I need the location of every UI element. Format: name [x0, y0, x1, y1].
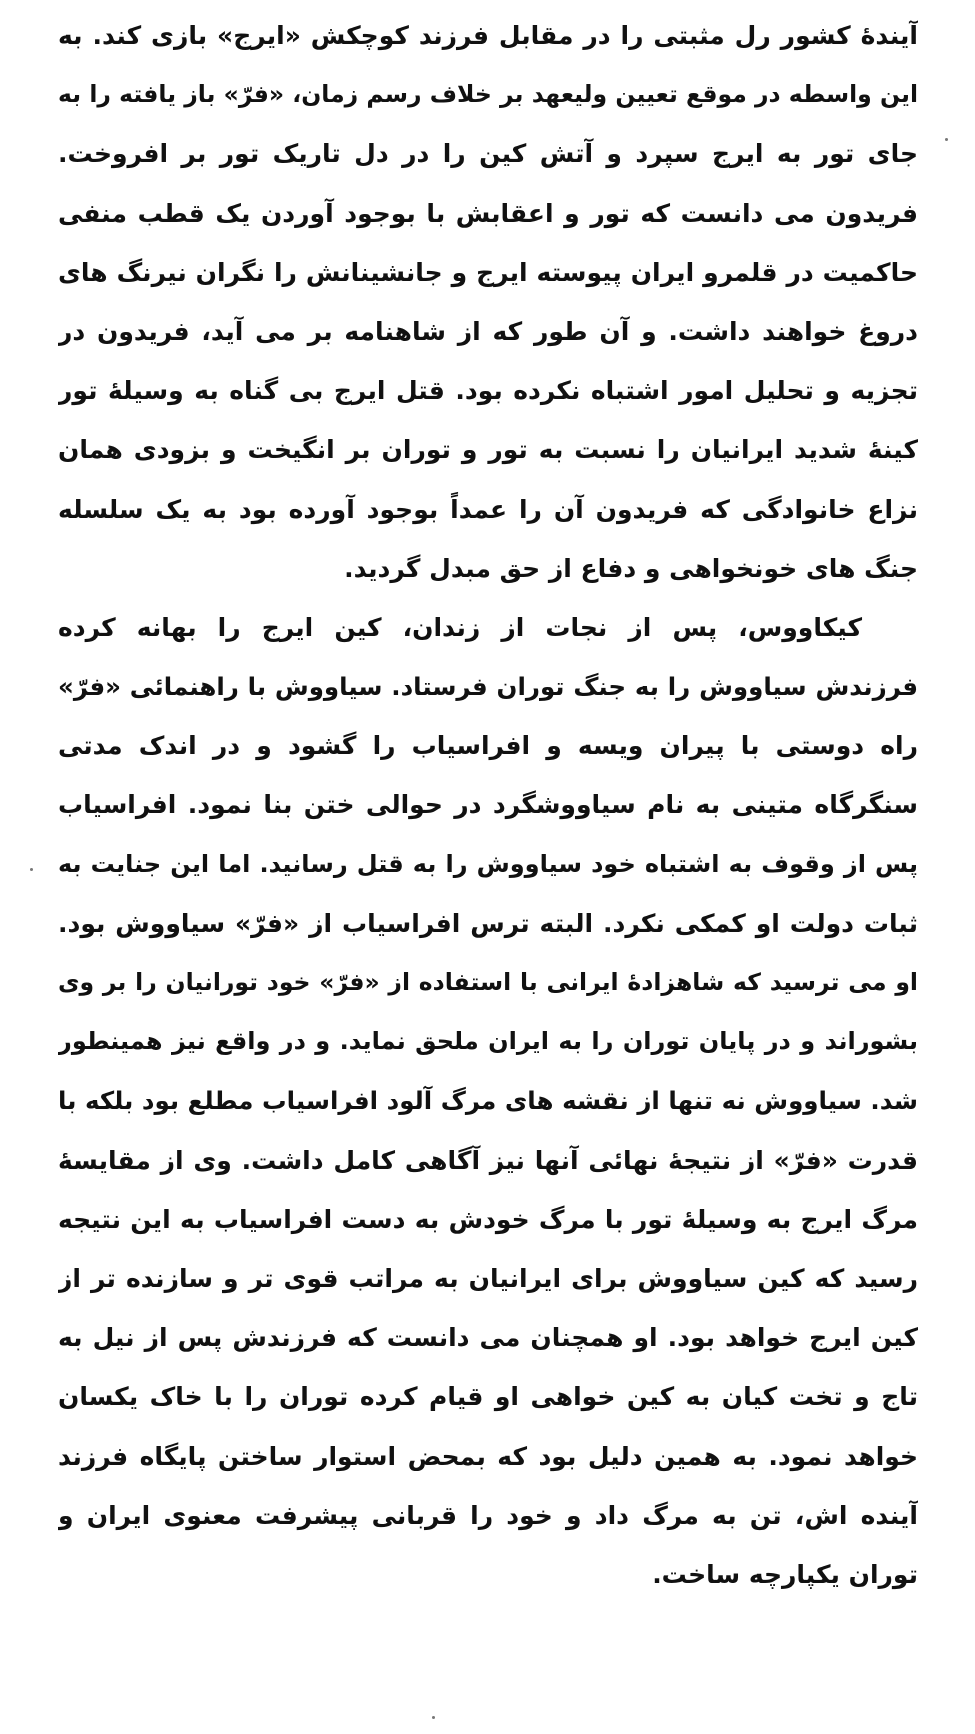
text-line: نزاع خانوادگی که فریدون آن را عمداً بوجود آورده بود به یک سلسله	[58, 494, 918, 524]
text-line: جنگ های خونخواهی و دفاع از حق مبدل گردید.	[344, 553, 918, 583]
text-line: رسید که کین سیاووش برای ایرانیان به مراتب قوی تر و سازنده تر از	[58, 1263, 918, 1293]
text-line: او می ترسید که شاهزادهٔ ایرانی با استفاده از «فرّ» خود تورانیان را بر وی	[58, 968, 918, 996]
text-line: جای تور به ایرج سپرد و آتش کین را در دل تاریک تور بر افروخت.	[58, 139, 918, 169]
text-line: این واسطه در موقع تعیین ولیعهد بر خلاف رسم زمان، «فرّ» باز یافته را به	[58, 80, 918, 109]
text-line: فرزندش سیاووش را به جنگ توران فرستاد. سیاووش با راهنمائی «فرّ»	[58, 672, 918, 702]
text-line: آیندهٔ کشور رل مثبتی را در مقابل فرزند کوچکش «ایرج» بازی کند. به	[58, 21, 918, 50]
text-line: توران یکپارچه ساخت.	[652, 1559, 918, 1589]
text-line: خواهد نمود. به همین دلیل بود که بمحض استوار ساختن پایگاه فرزند	[58, 1441, 918, 1471]
text-line: کینهٔ شدید ایرانیان را نسبت به تور و توران بر انگیخت و بزودی همان	[58, 435, 918, 465]
text-line: تجزیه و تحلیل امور اشتباه نکرده بود. قتل ایرج بی گناه به وسیلهٔ تور	[58, 376, 918, 406]
text-line: کیکاووس، پس از نجات از زندان، کین ایرج را بهانه کرده	[58, 612, 862, 642]
text-line: مرگ ایرج به وسیلهٔ تور با مرگ خودش به دست افراسیاب به این نتیجه	[58, 1204, 918, 1234]
text-line: بشوراند و در پایان توران را به ایران ملحق نماید. و در واقع نیز همینطور	[58, 1027, 918, 1056]
text-line: دروغ خواهند داشت. و آن طور که از شاهنامه بر می آید، فریدون در	[58, 316, 918, 346]
text-line: تاج و تخت کیان به کین خواهی او قیام کرده توران را با خاک یکسان	[58, 1382, 918, 1412]
text-line: شد. سیاووش نه تنها از نقشه های مرگ آلود افراسیاب مطلع بود بلکه با	[58, 1086, 918, 1116]
text-line: فریدون می دانست که تور و اعقابش با بوجود آوردن یک قطب منفی	[58, 198, 918, 228]
text-line: راه دوستی با پیران ویسه و افراسیاب را گشود و در اندک مدتی	[58, 731, 918, 761]
scan-speck	[30, 868, 33, 871]
text-line: آینده اش، تن به مرگ داد و خود را قربانی پیشرفت معنوی ایران و	[58, 1500, 918, 1530]
body-text	[58, 6, 918, 1604]
scan-speck	[432, 1716, 435, 1719]
scan-speck	[945, 138, 948, 141]
text-line: ثبات دولت او کمکی نکرد. البته ترس افراسیاب از «فرّ» سیاووش بود.	[58, 908, 918, 938]
text-line: قدرت «فرّ» از نتیجهٔ نهائی آنها نیز آگاهی کامل داشت. وی از مقایسهٔ	[58, 1145, 918, 1175]
text-line: کین ایرج خواهد بود. او همچنان می دانست که فرزندش پس از نیل به	[58, 1323, 918, 1353]
text-line: سنگرگاه متینی به نام سیاووشگرد در حوالی ختن بنا نمود. افراسیاب	[58, 790, 918, 820]
text-line: پس از وقوف به اشتباه خود سیاووش را به قتل رسانید. اما این جنایت به	[58, 849, 918, 878]
text-line: حاکمیت در قلمرو ایران پیوسته ایرج و جانشینانش را نگران نیرنگ های	[58, 257, 918, 287]
